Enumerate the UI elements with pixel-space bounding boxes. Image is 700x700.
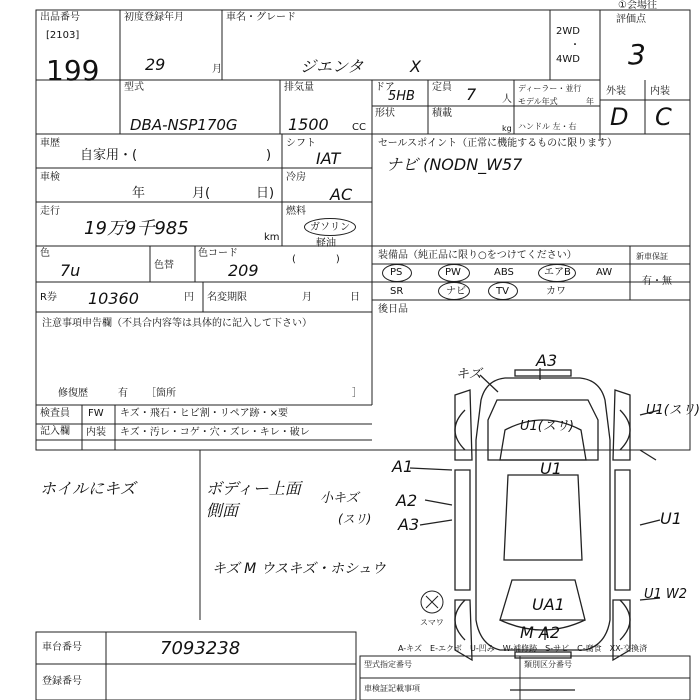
interior-label: 内装 — [650, 86, 670, 97]
name-change-label: 名変期限 — [207, 292, 247, 303]
equipment-pw-circle — [438, 264, 470, 282]
first-reg-year: 29 — [145, 55, 166, 74]
color-code-label: 色コード — [198, 248, 238, 259]
note-bottom: キズ M ウスキズ・ホシュウ — [212, 561, 386, 577]
mark-m-a2: M A2 — [520, 623, 561, 642]
load-label: 積載 — [432, 108, 452, 119]
recycle-label: R券 — [40, 292, 57, 303]
mark-a3-left: A3 — [398, 515, 420, 534]
equipment-airbag: エアB — [544, 267, 571, 278]
drive-4wd: 4WD — [556, 54, 580, 65]
displacement-label: 排気量 — [284, 82, 314, 93]
aircon-label: 冷房 — [286, 172, 306, 183]
model-year-unit: 年 — [586, 97, 594, 106]
inspection-label: 車検 — [40, 172, 60, 183]
fuel-gas-circle — [304, 218, 356, 236]
color-change-label: 色替 — [154, 260, 174, 271]
mileage-value: 19万9千985 — [84, 218, 189, 239]
chassis-label: 車台番号 — [42, 642, 82, 653]
equipment-ps: PS — [390, 267, 403, 278]
mark-u1-hood: U1(スリ) — [520, 419, 574, 434]
chassis-value: 7093238 — [160, 638, 241, 659]
color-value: 7u — [60, 261, 81, 280]
inspector-in: 内装 — [86, 427, 106, 438]
equipment-abs: ABS — [494, 267, 514, 278]
color-code-value: 209 — [228, 261, 259, 280]
inspection-day: 日) — [256, 186, 275, 201]
name-change-month: 月 — [302, 292, 312, 303]
fuel-paren: ( ) — [292, 254, 340, 265]
equipment-label: 装備品（純正品に限り○をつけてください） — [378, 250, 577, 261]
drive-2wd: 2WD — [556, 26, 580, 37]
history-close: ) — [266, 148, 272, 163]
mark-u1-roof: U1 — [540, 459, 562, 478]
repair-value: 有 — [118, 388, 128, 399]
model-designation-label: 型式指定番号 — [364, 660, 412, 669]
exterior-grade: D — [610, 103, 629, 131]
mileage-label: 走行 — [40, 206, 60, 217]
registration-label: 登録番号 — [42, 676, 82, 687]
inspection-month: 月( — [192, 186, 211, 201]
note-small-scratch: 小キズ — [320, 491, 359, 506]
notes-label: 注意事項申告欄（不具合内容等は具体的に記入して下さい） — [42, 318, 312, 329]
capacity-label: 定員 — [432, 82, 452, 93]
car-name: ジエンタ — [300, 57, 364, 76]
history-value: 自家用・( — [80, 148, 138, 163]
shift-label: シフト — [286, 138, 316, 149]
equipment-sr: SR — [390, 286, 404, 297]
rear-seat-label: 後日品 — [378, 304, 408, 315]
mark-sumawa: スマワ — [420, 618, 444, 627]
inspection-year: 年 — [132, 186, 146, 201]
aircon-value: AC — [330, 185, 353, 204]
mark-u1-w2: U1 W2 — [644, 587, 688, 602]
door-value: 5HB — [388, 89, 415, 104]
model-value: DBA-NSP170G — [130, 116, 238, 134]
note-wheel-scratch: ホイルにキズ — [40, 479, 136, 498]
equipment-pw: PW — [445, 267, 461, 278]
mark-a2-left: A2 — [396, 491, 418, 510]
inspector-label-2: 記入欄 — [40, 426, 70, 437]
fuel-label: 燃料 — [286, 206, 306, 217]
mark-kizu-top: キズ — [456, 367, 482, 382]
load-unit: kg — [502, 124, 512, 133]
model-year-label: モデル年式 — [518, 97, 558, 106]
category-label: 類別区分番号 — [524, 660, 572, 669]
seal-text: 車検証記載事項 — [364, 684, 420, 693]
recycle-unit: 円 — [184, 292, 194, 303]
fuel-diesel: 軽油 — [316, 238, 336, 249]
equipment-aw: AW — [596, 267, 613, 278]
color-label: 色 — [40, 248, 50, 259]
inspector-fw-items: キズ・飛石・ヒビ割・リペア跡・×要 — [120, 408, 288, 419]
shift-value: IAT — [316, 149, 341, 168]
new-car-warranty-value: 有・無 — [642, 276, 672, 287]
lot-label: 出品番号 — [40, 12, 80, 23]
note-body-top: ボディー上面 — [206, 479, 301, 498]
drive-dot: ・ — [570, 40, 580, 51]
equipment-navi-circle — [438, 282, 470, 300]
name-grade-label: 車名・グレード — [226, 12, 296, 23]
sales-point-label: セールスポイント（正常に機能するものに限ります） — [378, 138, 618, 149]
inspector-in-items: キズ・汚レ・コゲ・穴・ズレ・キレ・破レ — [120, 427, 310, 438]
capacity-value: 7 — [466, 85, 477, 104]
repair-close: ］ — [352, 388, 362, 399]
dealer-label: ディーラー・並行 — [518, 84, 582, 93]
capacity-unit: 人 — [502, 94, 512, 105]
mark-a3-top: A3 — [536, 351, 558, 370]
lot-code: [2103] — [46, 30, 80, 41]
interior-grade: C — [655, 103, 672, 131]
equipment-leather: カワ — [546, 286, 566, 297]
equipment-tv-circle — [488, 282, 518, 300]
note-body-side: 側面 — [206, 501, 239, 520]
model-label: 型式 — [124, 82, 144, 93]
mark-ua1-rear: UA1 — [532, 595, 565, 614]
mark-a1-left: A1 — [392, 457, 414, 476]
note-small-scratch-paren: (スリ) — [338, 512, 372, 526]
door-label: ドア — [375, 82, 395, 93]
shape-label: 形状 — [375, 108, 395, 119]
name-change-day: 日 — [350, 292, 360, 303]
inspector-fw: FW — [88, 408, 104, 419]
sales-point-value: ナビ (NODN_W57 — [386, 155, 523, 174]
lot-number: 199 — [46, 54, 100, 87]
equipment-tv: TV — [496, 286, 509, 297]
first-reg-month-unit: 月 — [212, 64, 222, 75]
repair-label: 修復歴 — [58, 388, 88, 399]
mileage-unit: km — [264, 232, 280, 243]
fuel-gas: ガソリン — [310, 222, 350, 233]
score-label: 評価点 — [616, 14, 646, 25]
handle-label: ハンドル 左・右 — [518, 122, 577, 131]
history-label: 車歴 — [40, 138, 60, 149]
mark-u1-right-top: U1(スリ) — [646, 403, 700, 418]
equipment-ps-circle — [382, 264, 412, 282]
displacement-unit: CC — [352, 122, 366, 133]
mark-u1-right-mid: U1 — [660, 509, 682, 528]
repair-place: ［箇所 — [146, 388, 176, 399]
inspector-label: 検査員 — [40, 408, 70, 419]
recycle-value: 10360 — [88, 289, 139, 308]
equipment-airbag-circle — [538, 264, 576, 282]
equipment-navi: ナビ — [446, 286, 466, 297]
new-car-warranty-label: 新車保証 — [636, 252, 668, 261]
first-reg-label: 初度登録年月 — [124, 12, 184, 23]
venue-mark: ①会場往 — [618, 0, 657, 11]
damage-legend: A-キズ E-エクボ U-凹み W-補修跡 S-サビ C-腐食 XX-交換済 — [398, 644, 648, 653]
exterior-label: 外装 — [606, 86, 626, 97]
car-grade: X — [410, 57, 421, 76]
score-value: 3 — [628, 38, 646, 71]
displacement-value: 1500 — [288, 115, 329, 134]
